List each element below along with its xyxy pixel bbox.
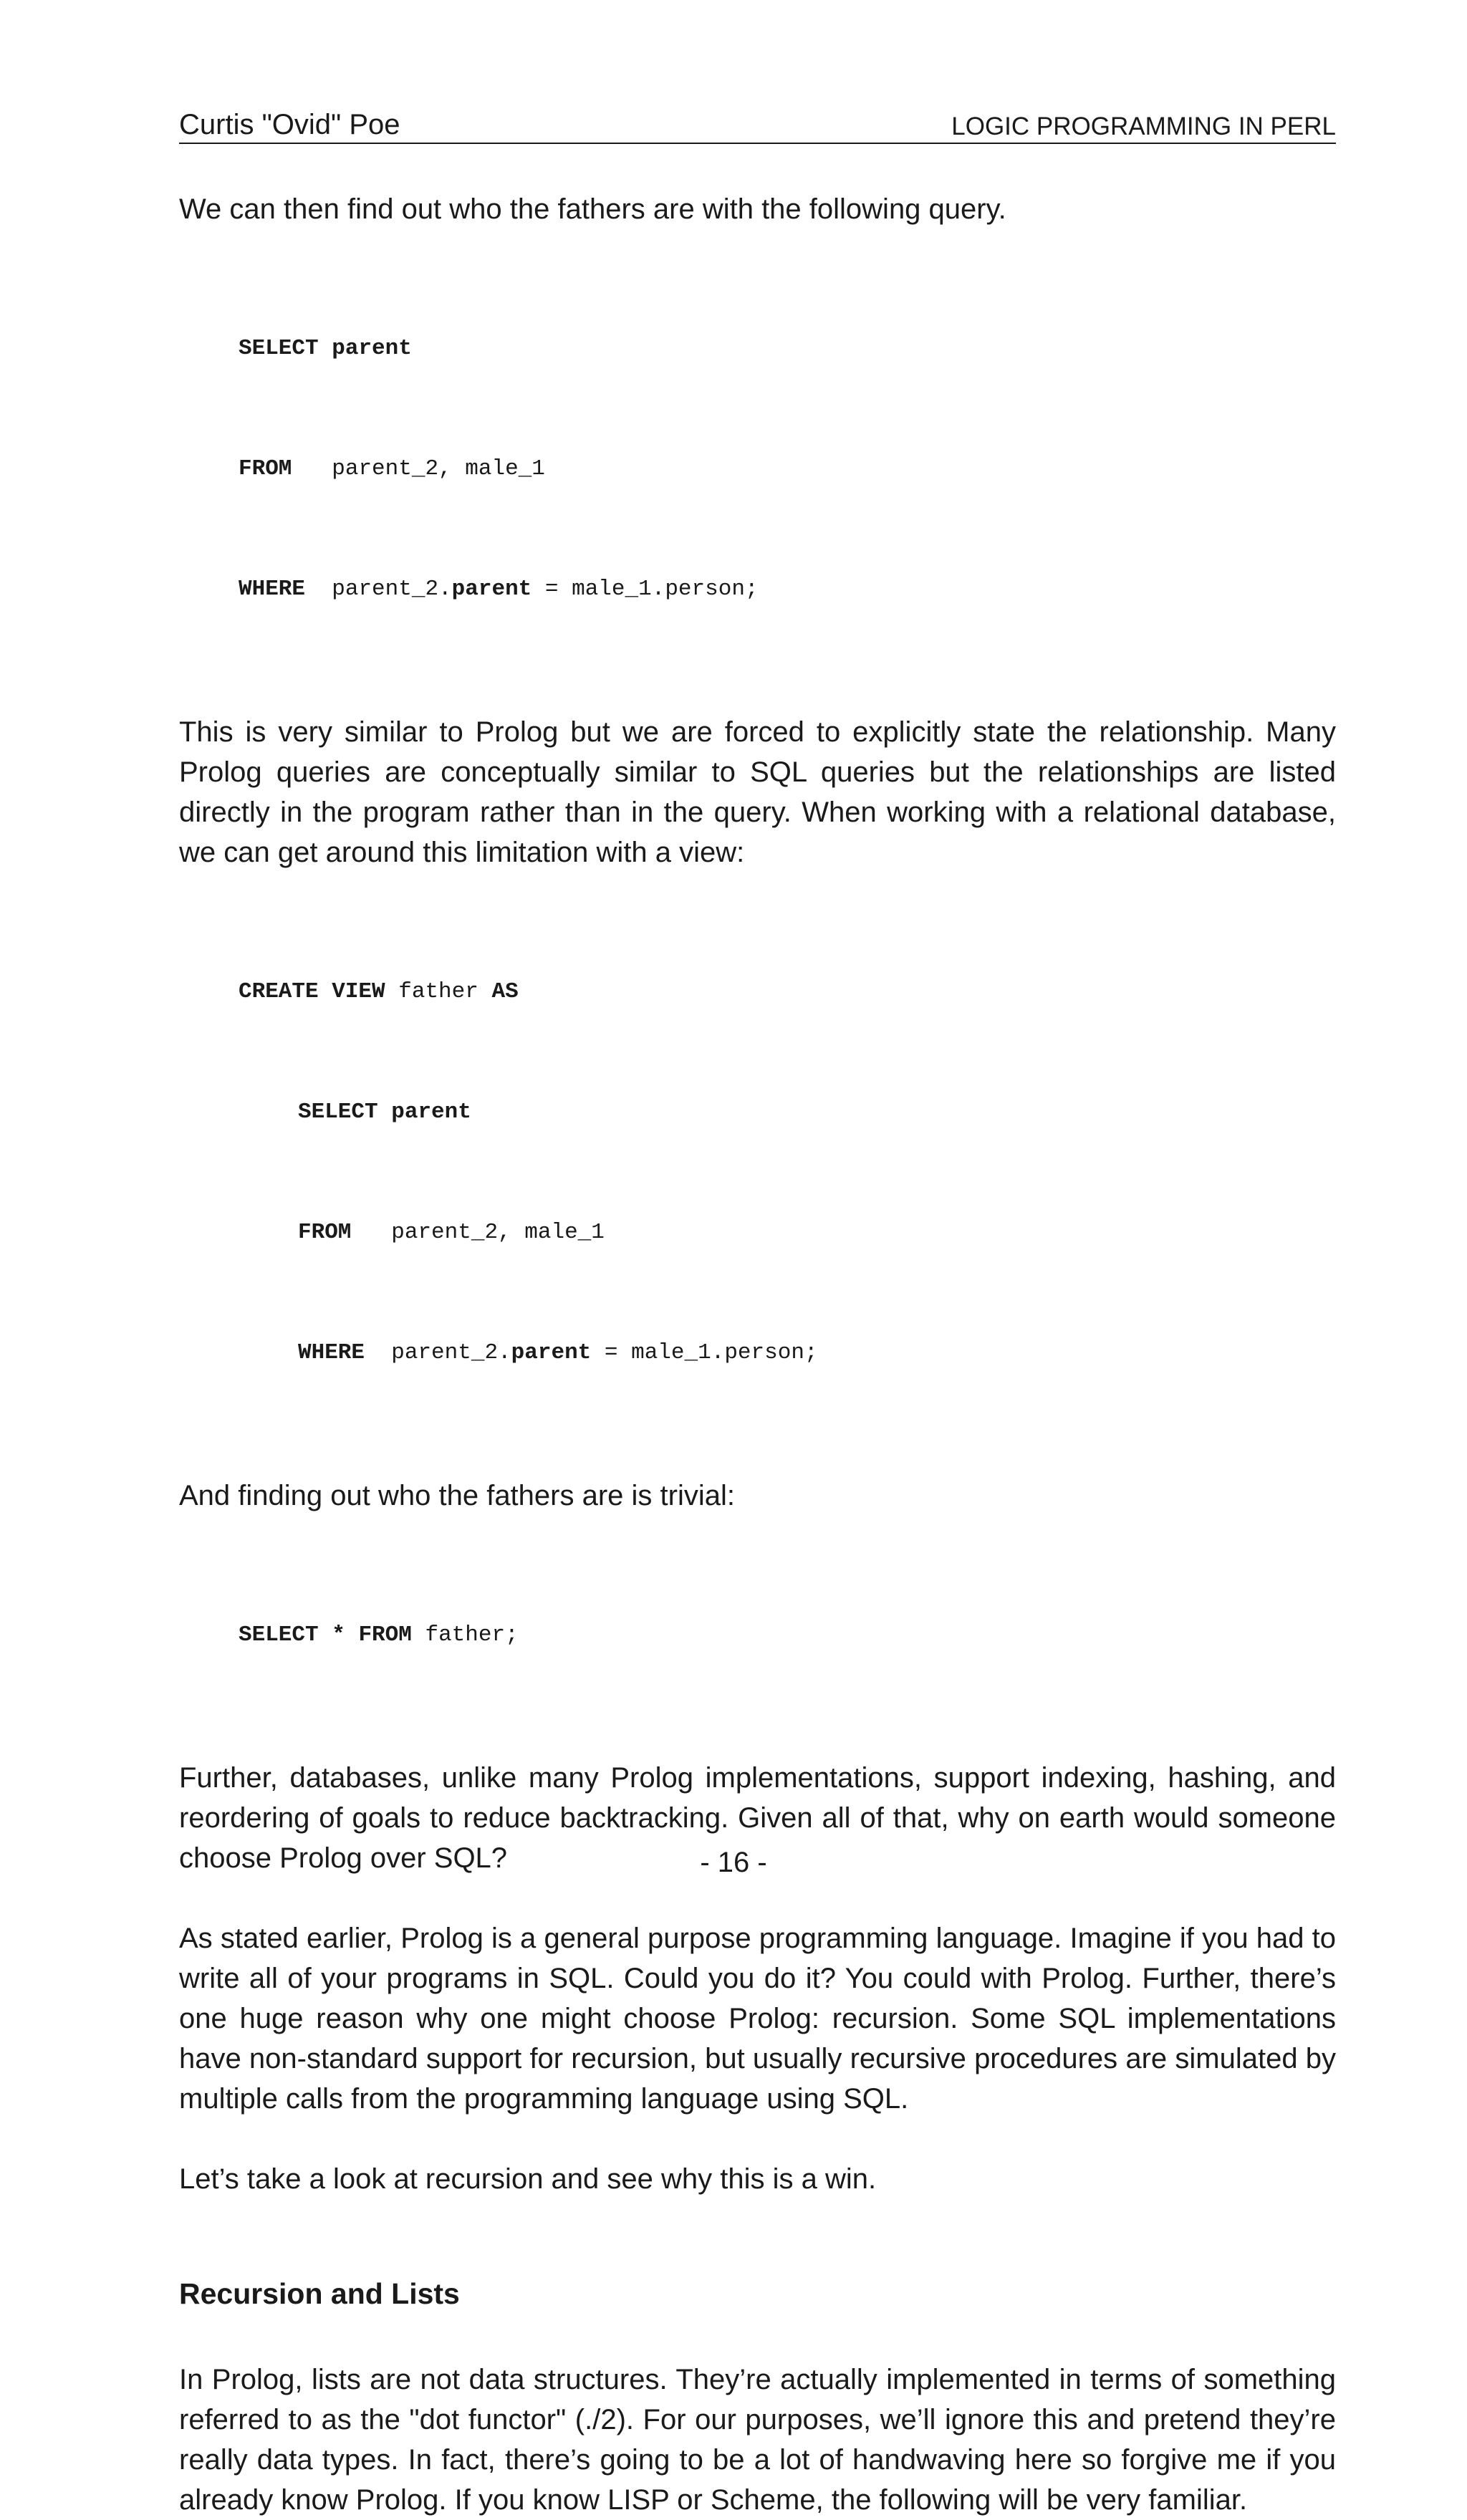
code-line-select-all [239,1615,1336,1655]
code-block-select-father [179,1535,1336,1736]
sql-keyword: FROM [298,1220,352,1245]
sql-keyword: WHERE [239,577,306,602]
sql-column: parent [332,336,412,361]
sql-keyword: FROM [358,1622,412,1648]
sql-column: parent [511,1340,592,1365]
paragraph-intro-query: We can then find out who the fathers are with the following query. [179,193,1006,225]
paragraph-general-purpose: As stated earlier, Prolog is a general purpose programming language. Imagine if you had to write all of your programs in SQL. Could you do it? You could with Prolog. Further, there’s one huge reason why one might choose Prolog: recursion. Some SQL implementations have non-standard support for recursion, but usually recursive procedures are simulated by multiple calls from the programming language using SQL. [179,1923,1336,2115]
code-line-from [239,449,1336,489]
paragraph-databases: Further, databases, unlike many Prolog implementations, support indexing, hashing, and reordering of goals to reduce backtracking. Given all of that, why on earth would someone choose Prolog over SQL? [179,1762,1336,1874]
code-line-where [239,1333,1336,1373]
sql-keyword: SELECT [298,1100,378,1125]
sql-expr-right: = male_1.person; [532,577,759,602]
sql-expr-right: = male_1.person; [591,1340,818,1365]
sql-keyword: SELECT [239,1622,319,1648]
paragraph-trivial: And finding out who the fathers are is trivial: [179,1480,735,1511]
sql-table: father; [411,1622,519,1648]
sql-tables: parent_2, male_1 [391,1220,605,1245]
sql-keyword: CREATE VIEW [239,979,385,1004]
sql-column: parent [451,577,532,602]
sql-star: * [318,1622,359,1648]
code-block-father-query [179,249,1336,690]
sql-expr-left: parent_2. [332,577,452,602]
sql-tables: parent_2, male_1 [332,456,545,481]
code-line-where [239,569,1336,610]
code-line-from [239,1213,1336,1253]
paragraph-similarity: This is very similar to Prolog but we are forced to explicitly state the relationship. Many Prolog queries are conceptually similar to SQL queries but the relationships are listed directly in the program rather than in the query. When working with a relational database, we can get around this limitation with a view: [179,716,1336,868]
code-block-create-view [179,892,1336,1453]
code-line-select [239,1092,1336,1132]
sql-keyword: FROM [239,456,292,481]
sql-view-name: father [385,979,492,1004]
page-body [179,189,1336,2520]
paragraph-recursion-win: Let’s take a look at recursion and see why this is a win. [179,2163,877,2195]
running-header-author: Curtis "Ovid" Poe [179,109,400,140]
sql-column: parent [391,1100,471,1125]
header-divider [179,143,1336,144]
page-number: - 16 - [700,1847,767,1878]
sql-keyword: SELECT [239,336,319,361]
running-header-title: LOGIC PROGRAMMING IN PERL [951,112,1336,140]
sql-keyword: AS [491,979,519,1004]
sql-keyword: WHERE [298,1340,365,1365]
code-line-create-view [239,972,1336,1012]
code-line-select [239,329,1336,369]
sql-expr-left: parent_2. [391,1340,511,1365]
section-heading: Recursion and Lists [179,2277,460,2310]
paragraph-lists: In Prolog, lists are not data structures. They’re actually implemented in terms of something referred to as the "dot functor" (./2). For our purposes, we’ll ignore this and pretend they’re really data types. In fact, there’s going to be a lot of handwaving here so forgive me if you already know Prolog. If you know LISP or Scheme, the following will be very familiar. [179,2364,1336,2516]
